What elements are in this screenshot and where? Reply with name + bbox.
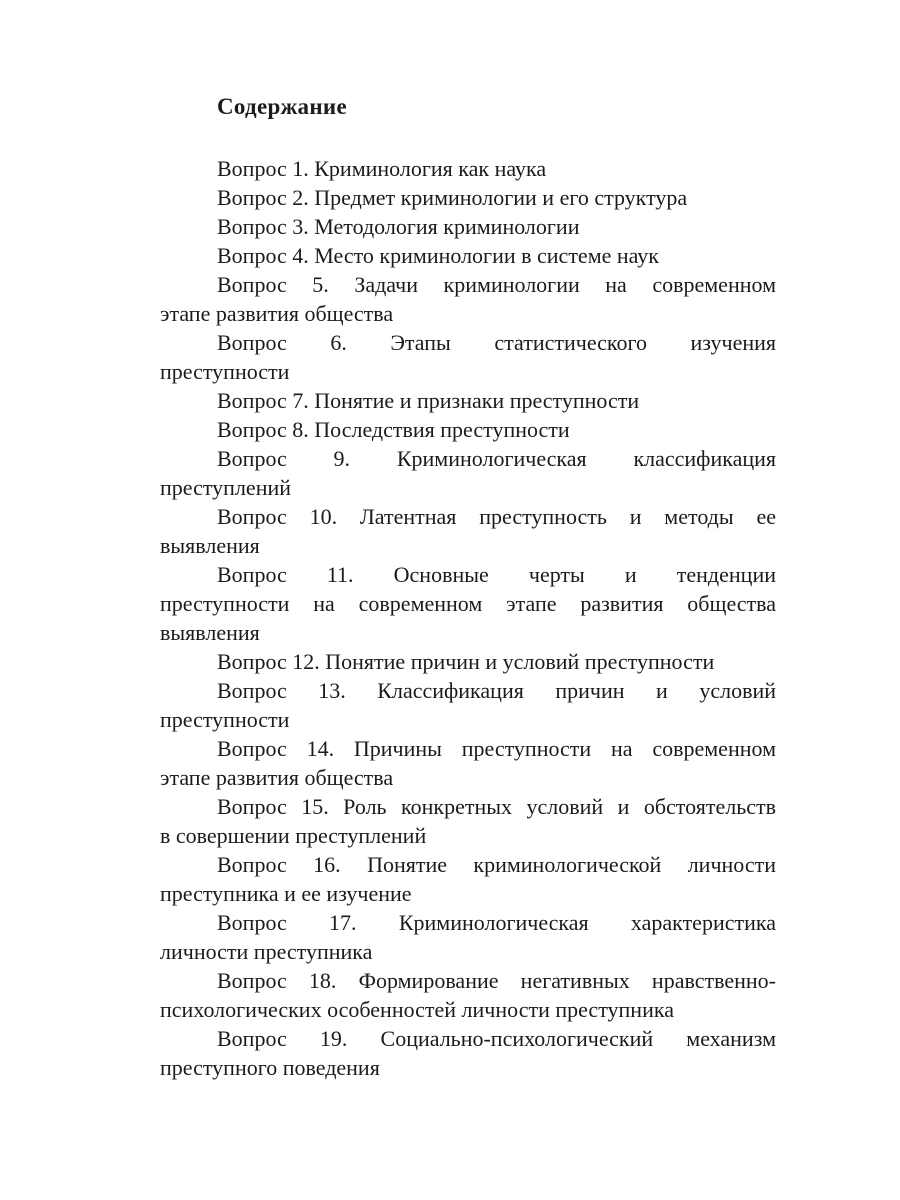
toc-entry bbox=[160, 966, 776, 1024]
toc-entry bbox=[160, 386, 776, 415]
toc-line: Вопрос 9. Криминологическая классификация bbox=[217, 446, 776, 471]
toc-line: выявления bbox=[160, 533, 260, 558]
toc-entry bbox=[160, 908, 776, 966]
toc-line: Вопрос 11. Основные черты и тенденции bbox=[217, 562, 776, 587]
toc-entry bbox=[160, 183, 776, 212]
toc-entry bbox=[160, 502, 776, 560]
toc-entry bbox=[160, 154, 776, 183]
toc-line: преступности bbox=[160, 359, 290, 384]
toc-line: Вопрос 3. Методология криминологии bbox=[217, 214, 580, 239]
toc-entry bbox=[160, 212, 776, 241]
toc-entry bbox=[160, 734, 776, 792]
toc-line: Вопрос 10. Латентная преступность и методы ее bbox=[217, 504, 776, 529]
toc-line: Вопрос 4. Место криминологии в системе наук bbox=[217, 243, 659, 268]
toc-line: Вопрос 13. Классификация причин и условий bbox=[217, 678, 776, 703]
toc-line: преступлений bbox=[160, 475, 292, 500]
toc bbox=[160, 154, 776, 1082]
toc-line: психологических особенностей личности преступника bbox=[160, 997, 674, 1022]
toc-line: преступного поведения bbox=[160, 1055, 380, 1080]
toc-line: Вопрос 2. Предмет криминологии и его структура bbox=[217, 185, 688, 210]
toc-line: Вопрос 19. Социально-психологический механизм bbox=[217, 1026, 776, 1051]
toc-line: Вопрос 8. Последствия преступности bbox=[217, 417, 570, 442]
toc-entry bbox=[160, 560, 776, 647]
toc-line: преступности на современном этапе развития общества bbox=[160, 591, 776, 616]
page-content bbox=[160, 92, 776, 1082]
toc-line: личности преступника bbox=[160, 939, 373, 964]
toc-entry bbox=[160, 415, 776, 444]
toc-line: преступности bbox=[160, 707, 290, 732]
toc-line: выявления bbox=[160, 620, 260, 645]
page-title: Содержание bbox=[217, 94, 347, 119]
toc-entry bbox=[160, 328, 776, 386]
toc-entry bbox=[160, 792, 776, 850]
toc-entry bbox=[160, 444, 776, 502]
toc-line: Вопрос 16. Понятие криминологической личности bbox=[217, 852, 776, 877]
toc-line: Вопрос 14. Причины преступности на современном bbox=[217, 736, 776, 761]
toc-entry bbox=[160, 241, 776, 270]
toc-line: в совершении преступлений bbox=[160, 823, 427, 848]
toc-line: преступника и ее изучение bbox=[160, 881, 412, 906]
toc-entry bbox=[160, 1024, 776, 1082]
toc-line: Вопрос 1. Криминология как наука bbox=[217, 156, 547, 181]
toc-entry bbox=[160, 850, 776, 908]
toc-entry bbox=[160, 647, 776, 676]
toc-line: этапе развития общества bbox=[160, 765, 394, 790]
toc-line: Вопрос 7. Понятие и признаки преступности bbox=[217, 388, 640, 413]
toc-line: Вопрос 6. Этапы статистического изучения bbox=[217, 330, 776, 355]
toc-line: Вопрос 17. Криминологическая характеристика bbox=[217, 910, 776, 935]
toc-line: этапе развития общества bbox=[160, 301, 394, 326]
toc-entry bbox=[160, 676, 776, 734]
toc-line: Вопрос 5. Задачи криминологии на современном bbox=[217, 272, 776, 297]
toc-entry bbox=[160, 270, 776, 328]
toc-line: Вопрос 18. Формирование негативных нравственно- bbox=[217, 968, 776, 993]
toc-line: Вопрос 12. Понятие причин и условий преступности bbox=[217, 649, 715, 674]
toc-line: Вопрос 15. Роль конкретных условий и обстоятельств bbox=[217, 794, 776, 819]
